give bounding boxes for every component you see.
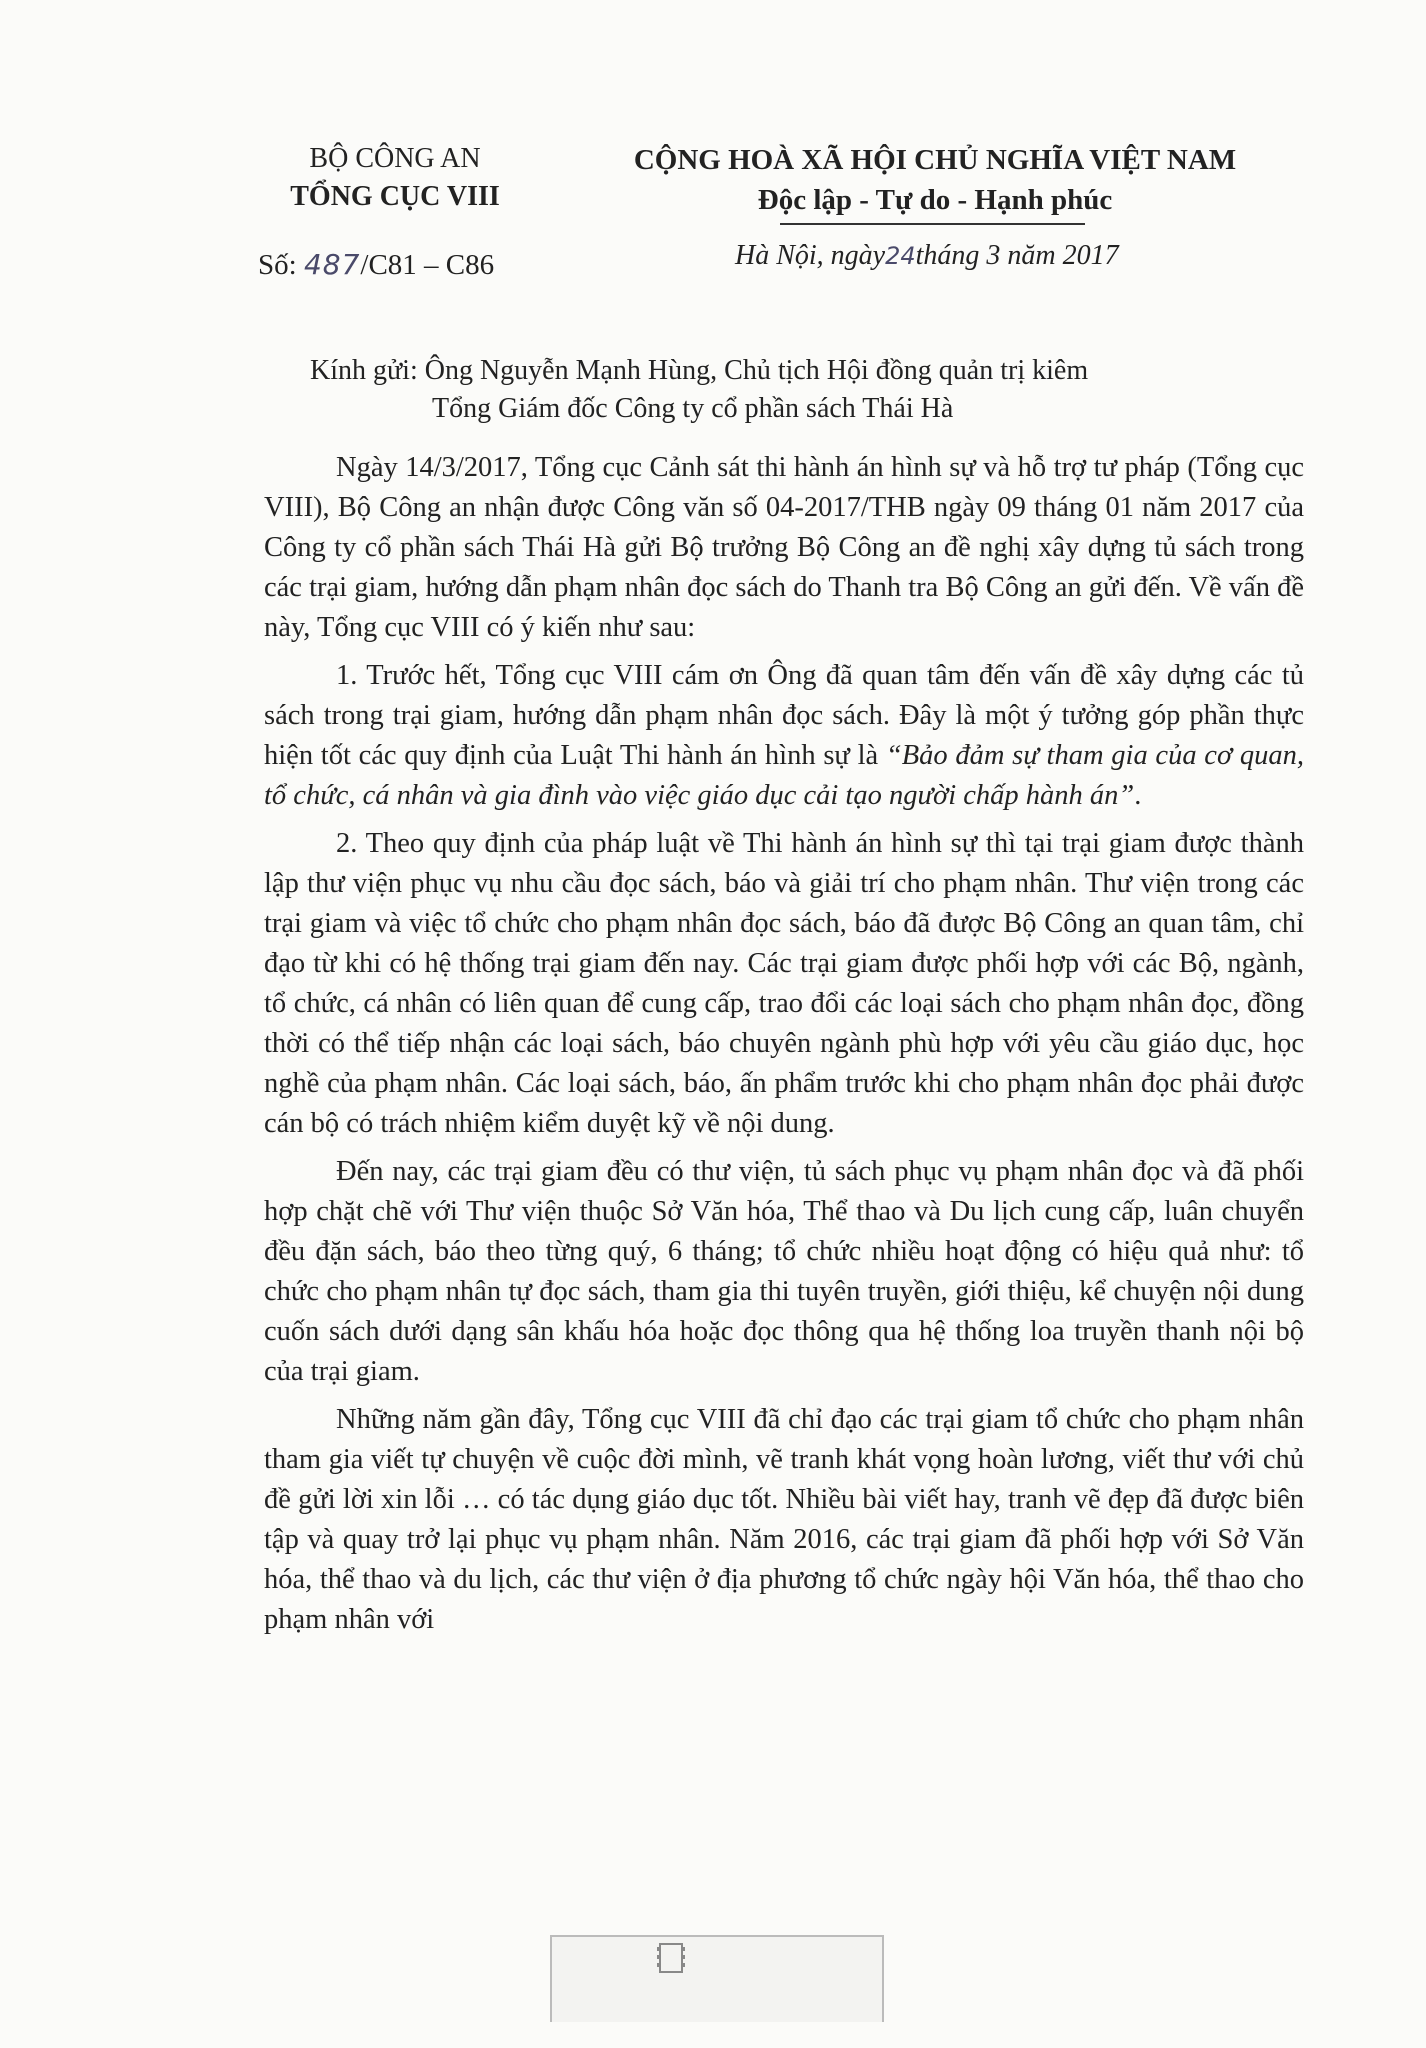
ministry-name: BỘ CÔNG AN (309, 143, 481, 174)
paragraph-recent-years: Những năm gần đây, Tổng cục VIII đã chỉ đạo các trại giam tổ chức cho phạm nhân tham gia viết tự chuyện về cuộc đời mình, vẽ tranh khát vọng hoàn lương, viết thư với chủ đề gửi lời xin lỗi … có tác dụng giáo dục tốt. Nhiều bài viết hay, tranh vẽ đẹp đã được biên tập và quay trở lại phục vụ phạm nhân. Năm 2016, các trại giam đã phối hợp với Sở Văn hóa, thể thao và du lịch, các thư viện ở địa phương tổ chức ngày hội Văn hóa, thể thao cho phạm nhân với (264, 1404, 1304, 1635)
film-icon-svg (654, 1941, 688, 1975)
national-motto: Độc lập - Tự do - Hạnh phúc (757, 184, 1113, 216)
paragraph-point-2: 2. Theo quy định của pháp luật về Thi hành án hình sự thì tại trại giam được thành lập thư viện phục vụ nhu cầu đọc sách, báo và giải trí cho phạm nhân. Thư viện trong các trại giam và việc tổ chức cho phạm nhân đọc sách, báo đã được Bộ Công an quan tâm, chỉ đạo từ khi có hệ thống trại giam đến nay. Các trại giam được phối hợp với các Bộ, ngành, tổ chức, cá nhân có liên quan để cung cấp, trao đổi các loại sách cho phạm nhân đọc, đồng thời có thể tiếp nhận các loại sách, báo chuyên ngành phù hợp với yêu cầu giáo dục, học nghề của phạm nhân. Các loại sách, báo, ấn phẩm trước khi cho phạm nhân đọc phải được cán bộ có trách nhiệm kiểm duyệt kỹ về nội dung. (264, 828, 1304, 1139)
law-quote: “Bảo đảm sự tham gia của cơ quan, tổ chức, cá nhân và gia đình vào việc giáo dục cải tạo người chấp hành án” (264, 740, 1305, 811)
point-1-end: . (1134, 780, 1142, 811)
motto-underline (780, 223, 1085, 225)
date-place: Hà Nội, ngày (735, 240, 886, 271)
point-1-text: 1. Trước hết, Tổng cục VIII cám ơn Ông đã quan tâm đến vấn đề xây dựng các tủ sách trong trại giam, hướng dẫn phạm nhân đọc sách. Đây là một ý tưởng góp phần thực hiện tốt các quy định của Luật Thi hành án hình sự là (264, 660, 1304, 771)
country-name: CỘNG HOÀ XÃ HỘI CHỦ NGHĨA VIỆT NAM (633, 144, 1237, 176)
footer-stamp-box (550, 1935, 884, 2022)
addressee-line-1: Kính gửi: Ông Nguyễn Mạnh Hùng, Chủ tịch Hội đồng quản trị kiêm (310, 355, 1089, 386)
film-icon (652, 1941, 690, 1979)
document-date (735, 240, 1119, 272)
issuing-authority (270, 140, 520, 216)
paragraph-intro: Ngày 14/3/2017, Tổng cục Cảnh sát thi hành án hình sự và hỗ trợ tư pháp (Tổng cục VIII), Bộ Công an nhận được Công văn số 04-2017/THB ngày 09 tháng 01 năm 2017 của Công ty cổ phần sách Thái Hà gửi Bộ trưởng Bộ Công an đề nghị xây dựng tủ sách trong các trại giam, hướng dẫn phạm nhân đọc sách do Thanh tra Bộ Công an gửi đến. Về vấn đề này, Tổng cục VIII có ý kiến như sau: (264, 452, 1304, 643)
letter-body (264, 448, 1304, 1640)
addressee-line-2: Tổng Giám đốc Công ty cổ phần sách Thái Hà (432, 393, 954, 424)
department-name: TỔNG CỤC VIII (290, 181, 500, 212)
handwritten-day: 24 (885, 242, 916, 270)
document-number (258, 248, 494, 282)
date-rest: tháng 3 năm 2017 (915, 240, 1119, 271)
number-code: /C81 – C86 (360, 249, 495, 281)
national-header (610, 140, 1260, 220)
handwritten-number: 487 (303, 248, 361, 281)
paragraph-point-1 (264, 656, 1304, 816)
addressee (310, 352, 1270, 428)
paragraph-libraries: Đến nay, các trại giam đều có thư viện, tủ sách phục vụ phạm nhân đọc và đã phối hợp chặt chẽ với Thư viện thuộc Sở Văn hóa, Thể thao và Du lịch cung cấp, luân chuyển đều đặn sách, báo theo từng quý, 6 tháng; tổ chức nhiều hoạt động có hiệu quả như: tổ chức cho phạm nhân tự đọc sách, tham gia thi tuyên truyền, giới thiệu, kể chuyện nội dung cuốn sách dưới dạng sân khấu hóa hoặc đọc thông qua hệ thống loa truyền thanh nội bộ của trại giam. (264, 1156, 1304, 1387)
number-prefix: Số: (258, 249, 297, 281)
